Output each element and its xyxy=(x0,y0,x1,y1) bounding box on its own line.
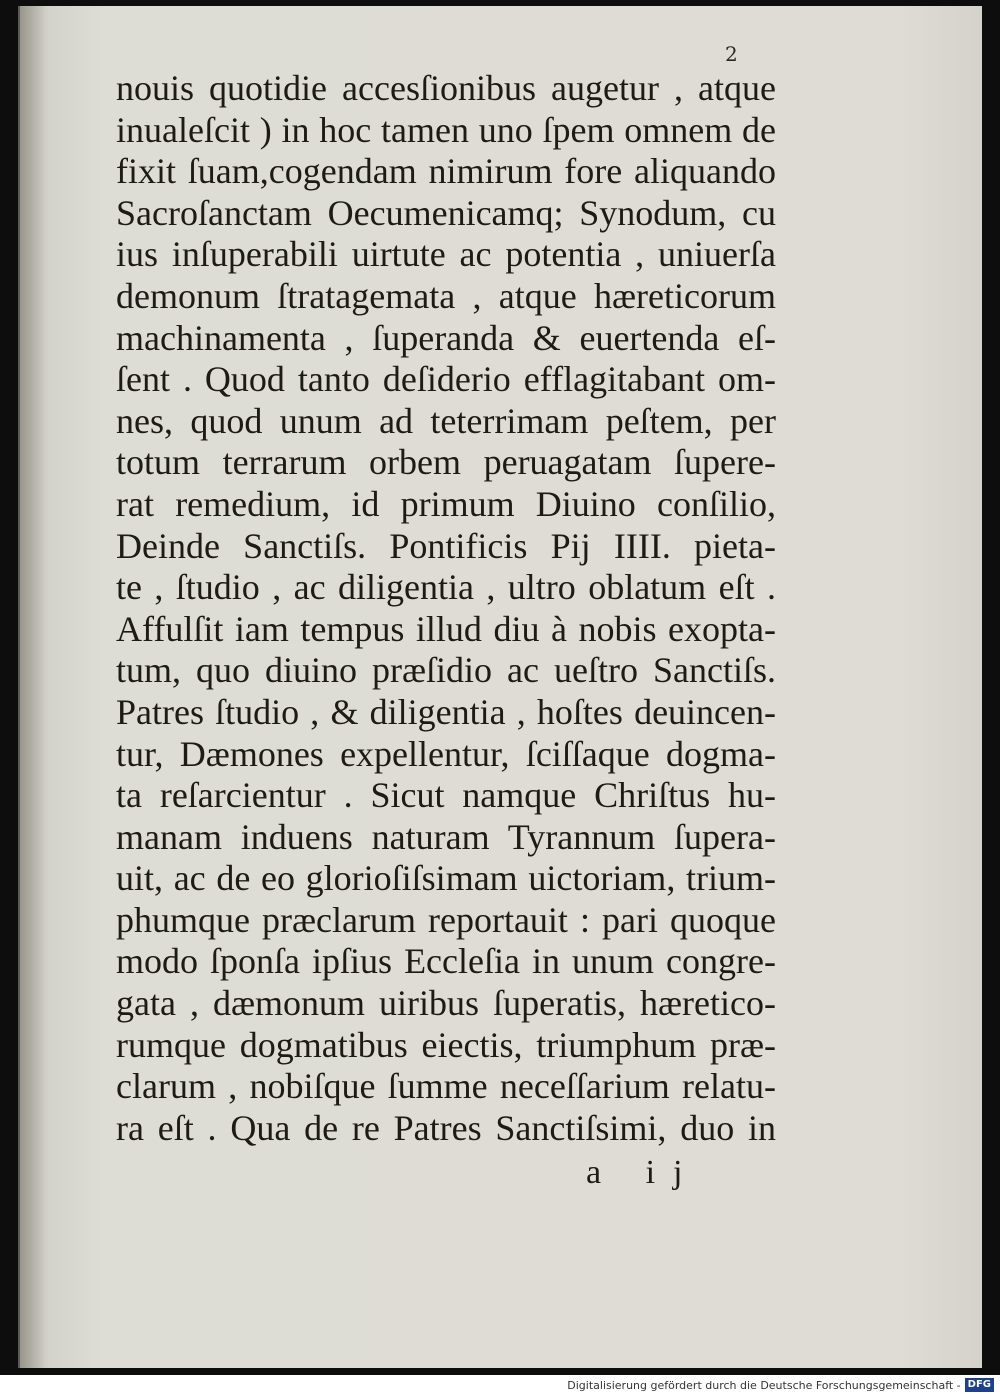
gutter-shadow xyxy=(20,6,46,1368)
text-line: Deinde Sanctiſs. Pontificis Pij IIII. pieta- xyxy=(116,525,776,566)
dfg-logo-icon: DFG xyxy=(965,1378,994,1392)
footer-credit: Digitalisierung gefördert durch die Deutsche Forschungsgemeinschaft - xyxy=(567,1378,961,1392)
text-line: Patres ſtudio , & diligentia , hoſtes deuincen- xyxy=(116,691,776,732)
text-line: gata , dæmonum uiribus ſuperatis, hæretico- xyxy=(116,983,776,1024)
text-line: te , ſtudio , ac diligentia , ultro oblatum eſt . xyxy=(116,567,776,608)
text-line: clarum , nobiſque ſumme neceſſarium relatu- xyxy=(116,1066,776,1107)
text-line: rat remedium, id primum Diuino conſilio, xyxy=(116,483,776,524)
text-line: Affulſit iam tempus illud diu à nobis exopta- xyxy=(116,608,776,649)
text-line: manam induens naturam Tyrannum ſupera- xyxy=(116,816,776,857)
text-line: modo ſponſa ipſius Eccleſia in unum congre- xyxy=(116,941,776,982)
body-text xyxy=(116,68,776,1149)
text-line: phumque præclarum reportauit : pari quoque xyxy=(116,899,776,940)
text-line: ta reſarcientur . Sicut namque Chriſtus hu- xyxy=(116,775,776,816)
text-line: rumque dogmatibus eiectis, triumphum præ- xyxy=(116,1024,776,1065)
digitization-footer xyxy=(567,1376,994,1394)
text-line: totum terrarum orbem peruagatam ſupere- xyxy=(116,442,776,483)
text-line: ſent . Quod tanto deſiderio efflagitabant om- xyxy=(116,359,776,400)
text-line: demonum ſtratagemata , atque hæreticorum xyxy=(116,275,776,316)
text-line: uit, ac de eo glorioſiſsimam uictoriam, trium- xyxy=(116,858,776,899)
text-line: machinamenta , ſuperanda & euertenda eſ- xyxy=(116,317,776,358)
text-line: nouis quotidie accesſionibus augetur , atque xyxy=(116,68,776,108)
book-page xyxy=(18,6,982,1368)
text-line: tum, quo diuino præſidio ac ueſtro Sanctiſs. xyxy=(116,650,776,691)
text-line: fixit ſuam,cogendam nimirum fore aliquando xyxy=(116,151,776,192)
text-line: ra eſt . Qua de re Patres Sanctiſsimi, duo in xyxy=(116,1107,776,1148)
signature-mark: a ij xyxy=(586,1154,701,1191)
text-line: tur, Dæmones expellentur, ſciſſaque dogma- xyxy=(116,733,776,774)
page-number: 2 xyxy=(725,42,738,66)
text-line: ius inſuperabili uirtute ac potentia , uniuerſa xyxy=(116,234,776,275)
text-line: Sacroſanctam Oecumenicamq; Synodum, cu xyxy=(116,192,776,233)
text-line: nes, quod unum ad teterrimam peſtem, per xyxy=(116,400,776,441)
text-line: inualeſcit ) in hoc tamen uno ſpem omnem de xyxy=(116,109,776,150)
